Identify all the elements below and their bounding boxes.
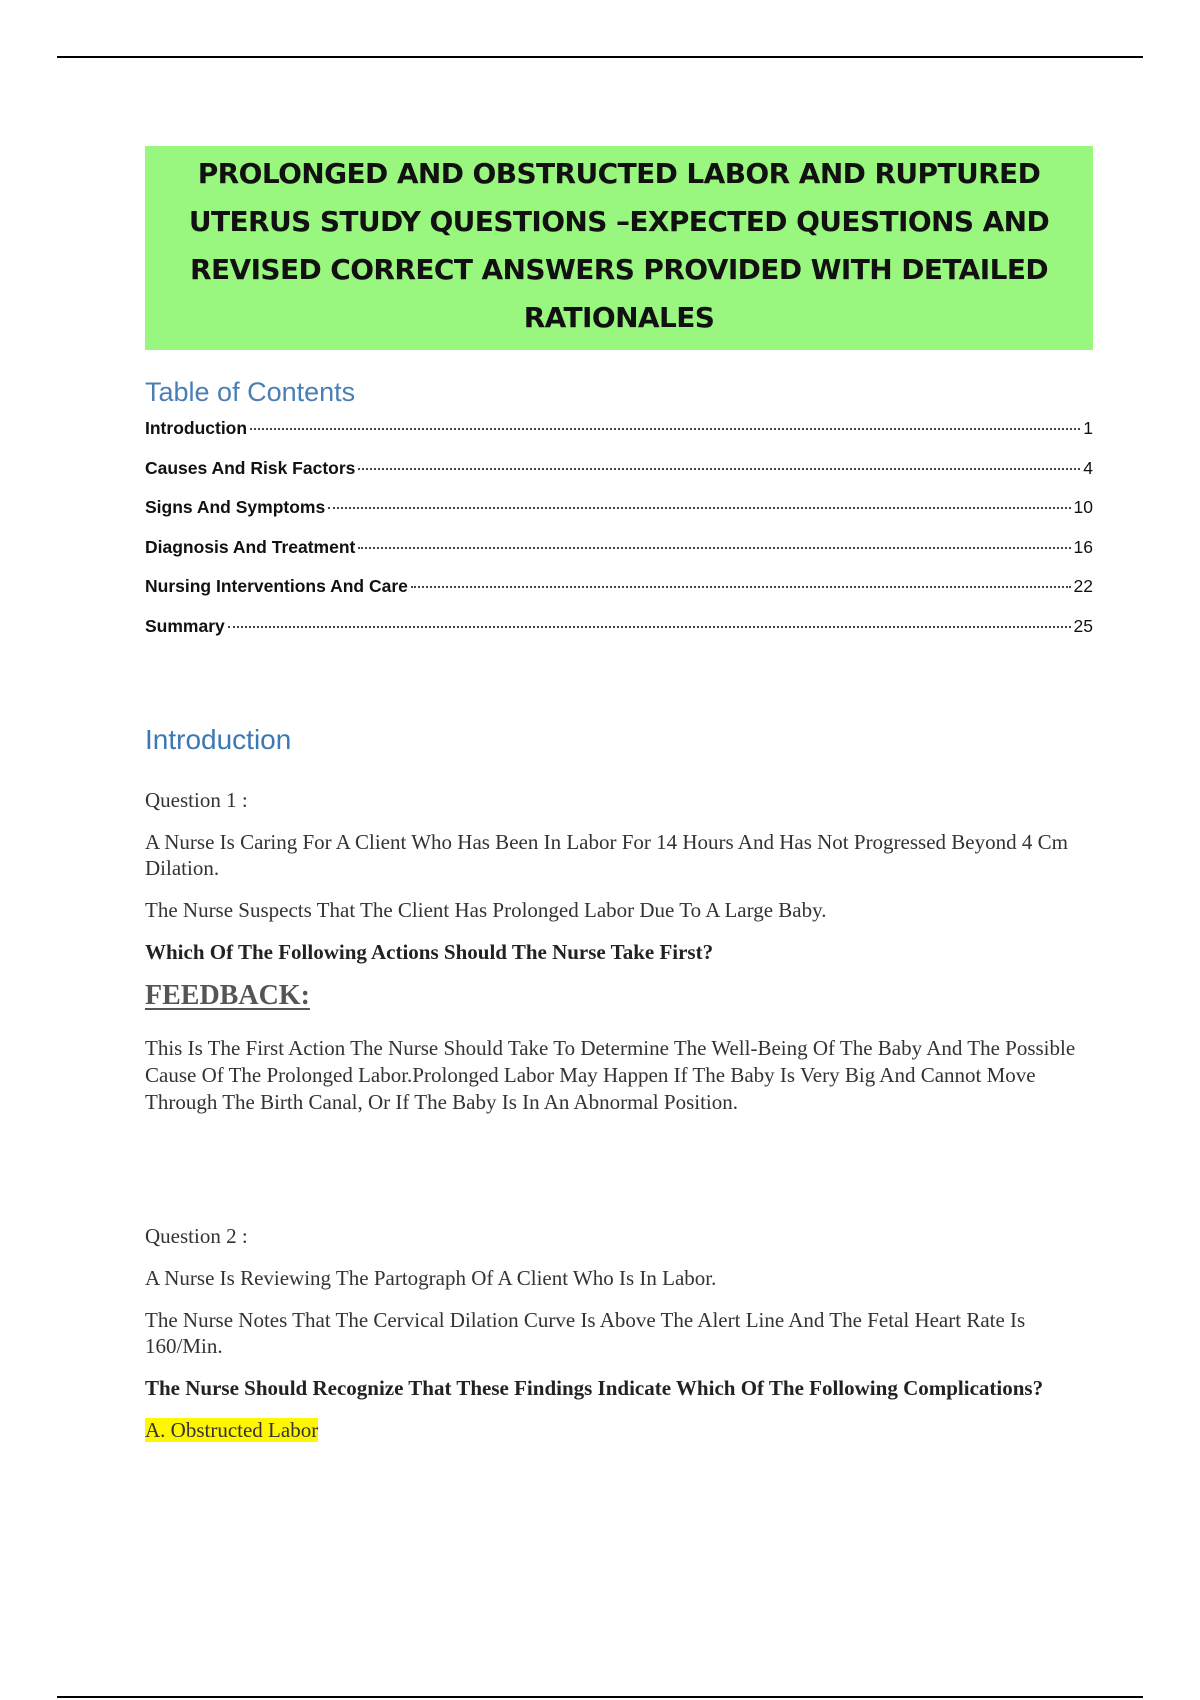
footer-rule: [57, 1696, 1143, 1698]
toc-item-label: Causes And Risk Factors: [145, 457, 356, 478]
toc-item-page: 10: [1073, 497, 1093, 517]
question-1-text-1: A Nurse Is Caring For A Client Who Has Been In Labor For 14 Hours And Has Not Progressed Beyond 4 Cm Dilation.: [145, 830, 1068, 880]
question-1-label: Question 1 :: [145, 788, 248, 812]
question-1-text-2: The Nurse Suspects That The Client Has Prolonged Labor Due To A Large Baby.: [145, 898, 827, 922]
feedback-text: This Is The First Action The Nurse Should Take To Determine The Well-Being Of The Baby And The Possible Cause Of The Prolonged Labor.Prolonged Labor May Happen If The Baby Is Very Big And Cannot Move Through The Birth Canal, Or If The Baby Is In An Abnormal Position.: [145, 1036, 1076, 1114]
toc-item-diagnosis-and-treatment[interactable]: [145, 537, 1093, 577]
toc-item-causes-and-risk-factors[interactable]: [145, 458, 1093, 498]
toc-item-page: 22: [1073, 576, 1093, 596]
toc-heading: Table of Contents: [145, 377, 356, 407]
toc-item-page: 25: [1073, 615, 1093, 636]
toc-item-label: Summary: [145, 615, 225, 636]
document-title: PROLONGED AND OBSTRUCTED LABOR AND RUPTURED UTERUS STUDY QUESTIONS –EXPECTED QUESTIONS AND REVISED CORRECT ANSWERS PROVIDED WITH DETAILED RATIONALES: [145, 146, 1093, 350]
feedback-label: FEEDBACK:: [145, 980, 310, 1011]
question-1-prompt: Which Of The Following Actions Should The Nurse Take First?: [145, 940, 714, 964]
table-of-contents: [145, 418, 1093, 655]
question-2-text-1: A Nurse Is Reviewing The Partograph Of A Client Who Is In Labor.: [145, 1266, 717, 1290]
toc-item-page: 1: [1083, 418, 1093, 438]
section-heading-introduction: Introduction: [145, 724, 292, 755]
document-page: [145, 146, 1093, 1443]
question-2-label: Question 2 :: [145, 1224, 248, 1248]
toc-item-introduction[interactable]: [145, 418, 1093, 458]
toc-item-signs-and-symptoms[interactable]: [145, 497, 1093, 537]
toc-item-label: Signs And Symptoms: [145, 497, 326, 517]
toc-item-summary[interactable]: [145, 616, 1093, 656]
toc-item-label: Diagnosis And Treatment: [145, 536, 356, 557]
question-2-prompt: The Nurse Should Recognize That These Findings Indicate Which Of The Following Complications?: [145, 1376, 1044, 1400]
toc-item-nursing-interventions-and-care[interactable]: [145, 576, 1093, 616]
toc-leader-dots: [358, 468, 1080, 470]
toc-leader-dots: [228, 626, 1071, 628]
question-2-answer: [145, 1417, 1093, 1443]
toc-leader-dots: [250, 428, 1080, 430]
toc-item-page: 16: [1073, 536, 1093, 557]
toc-leader-dots: [358, 547, 1070, 549]
toc-item-label: Nursing Interventions And Care: [145, 576, 408, 596]
toc-leader-dots: [411, 586, 1071, 588]
highlighted-answer: A. Obstructed Labor: [145, 1418, 319, 1442]
toc-leader-dots: [328, 507, 1070, 509]
toc-item-page: 4: [1083, 457, 1093, 478]
toc-item-label: Introduction: [145, 418, 248, 438]
question-2-text-2: The Nurse Notes That The Cervical Dilation Curve Is Above The Alert Line And The Fetal Heart Rate Is 160/Min.: [145, 1308, 1026, 1358]
header-rule: [57, 56, 1143, 58]
